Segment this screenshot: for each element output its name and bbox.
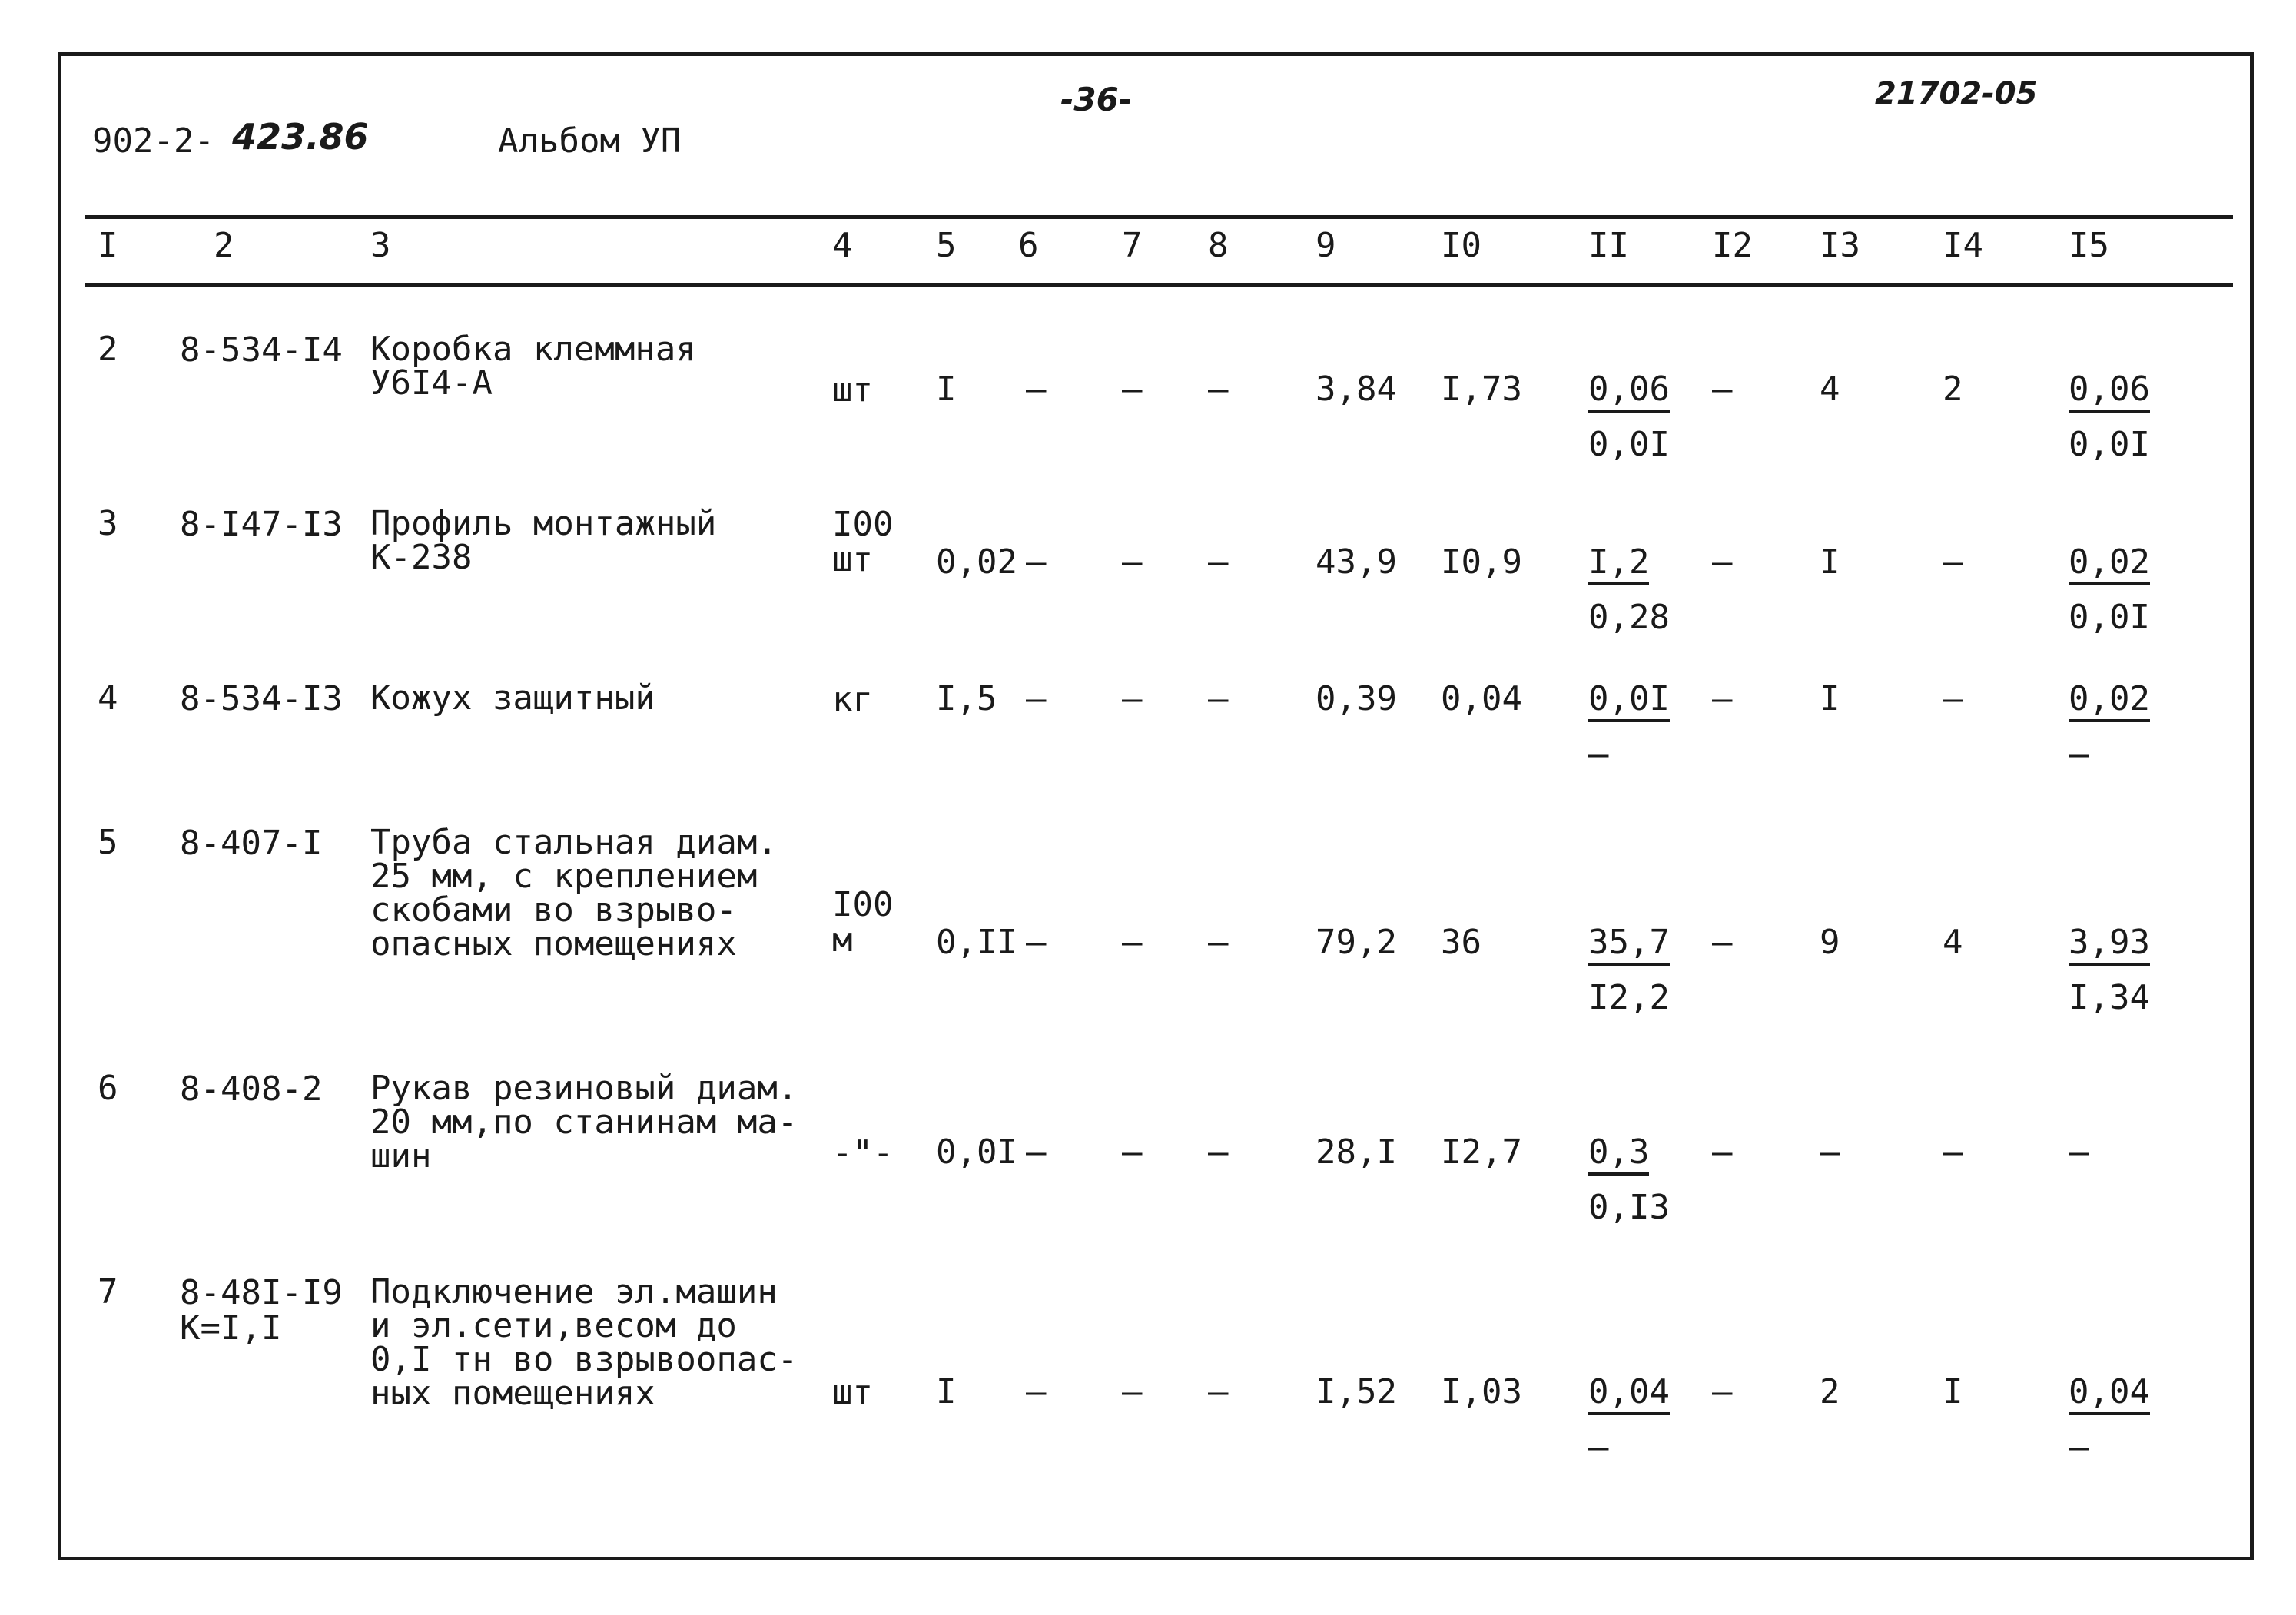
- col14-value: –: [1943, 679, 1963, 718]
- column-header-2: 2: [214, 226, 234, 265]
- column-header-10: I0: [1441, 226, 1481, 265]
- col9-value: 79,2: [1316, 923, 1397, 962]
- col14-value: 2: [1943, 370, 1963, 409]
- col9-value: I,52: [1316, 1372, 1397, 1411]
- col11-numerator: 0,3: [1588, 1136, 1649, 1176]
- column-header-12: I2: [1712, 226, 1753, 265]
- col12-value: –: [1712, 679, 1733, 718]
- col6-value: –: [1026, 923, 1047, 962]
- column-header-3: 3: [370, 226, 391, 265]
- unit-of-measure: [832, 682, 873, 718]
- row-number: 2: [98, 330, 118, 369]
- col12-value: –: [1712, 370, 1733, 409]
- col10-value: I,73: [1441, 370, 1522, 409]
- col7-value: –: [1122, 542, 1143, 582]
- unit-line: шт: [832, 1373, 873, 1412]
- description-line: и эл.сети,весом до: [370, 1306, 737, 1345]
- col15-numerator: 0,02: [2069, 682, 2150, 722]
- col11-fraction: [1588, 679, 1670, 774]
- description-line: К-238: [370, 538, 473, 577]
- col15-fraction: [2069, 1132, 2089, 1172]
- col11-denominator: 0,0I: [1588, 425, 1670, 464]
- item-code: [180, 507, 343, 542]
- col15-denominator: –: [2069, 735, 2089, 774]
- col11-fraction: [1588, 1132, 1670, 1227]
- item-code-line: 8-534-I3: [180, 679, 343, 718]
- item-code: [180, 1069, 323, 1109]
- col13-value: 2: [1820, 1372, 1840, 1411]
- description-line: 0,I тн во взрывоопас-: [370, 1340, 798, 1379]
- col15-fraction: [2069, 370, 2150, 464]
- column-header-8: 8: [1208, 226, 1229, 265]
- description-line: Труба стальная диам.: [370, 823, 778, 862]
- item-description: [370, 823, 778, 963]
- col6-value: –: [1026, 542, 1047, 582]
- description-line: Профиль монтажный: [370, 504, 717, 543]
- col8-value: –: [1208, 923, 1229, 962]
- description-line: шин: [370, 1136, 432, 1176]
- archive-number: 21702-05: [1875, 76, 2038, 111]
- unit-of-measure: [832, 370, 873, 410]
- unit-line: -"-: [832, 1133, 894, 1172]
- col8-value: –: [1208, 1132, 1229, 1172]
- col12-value: –: [1712, 923, 1733, 962]
- col7-value: –: [1122, 923, 1143, 962]
- col11-fraction: [1588, 542, 1670, 637]
- col9-value: 28,I: [1316, 1132, 1397, 1172]
- col15-denominator: I,34: [2069, 978, 2150, 1017]
- item-description: [370, 1272, 798, 1413]
- unit-line: шт: [832, 540, 873, 579]
- item-code-line: 8-I47-I3: [180, 505, 343, 544]
- item-description: [370, 504, 717, 577]
- unit-line: I00: [832, 505, 894, 544]
- col11-numerator: 0,0I: [1588, 682, 1670, 722]
- col12-value: –: [1712, 1372, 1733, 1411]
- doc-code-prefix: 902-2-: [92, 121, 214, 161]
- quantity: 0,II: [936, 923, 1017, 962]
- item-code: [180, 1275, 343, 1346]
- col10-value: 0,04: [1441, 679, 1522, 718]
- column-header-1: I: [98, 226, 118, 265]
- col14-value: 4: [1943, 923, 1963, 962]
- description-line: Коробка клеммная: [370, 330, 696, 369]
- header-top-rule: [85, 215, 2233, 219]
- col7-value: –: [1122, 679, 1143, 718]
- item-code: [180, 330, 343, 370]
- col11-denominator: 0,I3: [1588, 1188, 1670, 1227]
- description-line: опасных помещениях: [370, 924, 737, 963]
- col11-denominator: –: [1588, 735, 1609, 774]
- col11-numerator: 0,06: [1588, 373, 1670, 413]
- quantity: 0,02: [936, 542, 1017, 582]
- col15-fraction: [2069, 542, 2150, 637]
- quantity: I: [936, 370, 957, 409]
- item-code-line: 8-408-2: [180, 1069, 323, 1109]
- item-description: [370, 1069, 798, 1176]
- col11-fraction: [1588, 370, 1670, 464]
- unit-line: кг: [832, 680, 873, 719]
- col14-value: –: [1943, 542, 1963, 582]
- description-line: скобами во взрыво-: [370, 890, 737, 930]
- col15-numerator: 0,06: [2069, 373, 2150, 413]
- col12-value: –: [1712, 1132, 1733, 1172]
- row-number: 6: [98, 1069, 118, 1108]
- item-code-line: 8-48I-I9: [180, 1273, 343, 1312]
- quantity: I,5: [936, 679, 997, 718]
- description-line: ных помещениях: [370, 1374, 655, 1413]
- unit-of-measure: [832, 887, 893, 958]
- unit-line: I00: [832, 885, 894, 924]
- column-header-13: I3: [1820, 226, 1860, 265]
- col11-fraction: [1588, 1372, 1670, 1467]
- doc-code-handwritten: 423.86: [232, 116, 369, 158]
- column-header-7: 7: [1122, 226, 1143, 265]
- col6-value: –: [1026, 370, 1047, 409]
- column-header-9: 9: [1316, 226, 1336, 265]
- item-code-line: 8-534-I4: [180, 330, 343, 370]
- col7-value: –: [1122, 370, 1143, 409]
- row-number: 3: [98, 504, 118, 543]
- col9-value: 0,39: [1316, 679, 1397, 718]
- unit-of-measure: [832, 1133, 894, 1172]
- col11-denominator: –: [1588, 1428, 1609, 1467]
- col8-value: –: [1208, 542, 1229, 582]
- column-header-4: 4: [832, 226, 853, 265]
- description-line: Кожух защитный: [370, 678, 655, 718]
- unit-line: м: [832, 920, 853, 960]
- description-line: Подключение эл.машин: [370, 1272, 778, 1312]
- col13-value: 9: [1820, 923, 1840, 962]
- col10-value: I2,7: [1441, 1132, 1522, 1172]
- col11-numerator: 0,04: [1588, 1375, 1670, 1415]
- col12-value: –: [1712, 542, 1733, 582]
- col15-denominator: 0,0I: [2069, 425, 2150, 464]
- col13-value: 4: [1820, 370, 1840, 409]
- column-header-15: I5: [2069, 226, 2109, 265]
- col13-value: I: [1820, 542, 1840, 582]
- column-header-14: I4: [1943, 226, 1983, 265]
- column-header-6: 6: [1018, 226, 1039, 265]
- col11-denominator: I2,2: [1588, 978, 1670, 1017]
- unit-of-measure: [832, 507, 893, 578]
- col6-value: –: [1026, 1132, 1047, 1172]
- row-number: 4: [98, 678, 118, 718]
- col10-value: I0,9: [1441, 542, 1522, 582]
- col6-value: –: [1026, 679, 1047, 718]
- col9-value: 43,9: [1316, 542, 1397, 582]
- row-number: 7: [98, 1272, 118, 1312]
- col15-fraction: [2069, 1372, 2150, 1467]
- column-header-11: II: [1588, 226, 1629, 265]
- column-header-5: 5: [936, 226, 957, 265]
- col15-fraction: [2069, 679, 2150, 774]
- col7-value: –: [1122, 1372, 1143, 1411]
- item-code: [180, 826, 322, 861]
- col13-value: –: [1820, 1132, 1840, 1172]
- quantity: I: [936, 1372, 957, 1411]
- col15-fraction: [2069, 923, 2150, 1017]
- item-description: [370, 330, 696, 403]
- col6-value: –: [1026, 1372, 1047, 1411]
- item-description: [370, 678, 655, 718]
- row-number: 5: [98, 823, 118, 862]
- col11-fraction: [1588, 923, 1670, 1017]
- description-line: У6I4-А: [370, 363, 493, 403]
- col15-numerator: 0,02: [2069, 546, 2150, 585]
- album-label: Альбом УП: [498, 121, 682, 161]
- col8-value: –: [1208, 679, 1229, 718]
- col15-denominator: 0,0I: [2069, 598, 2150, 637]
- col14-value: –: [1943, 1132, 1963, 1172]
- col15-numerator: 0,04: [2069, 1375, 2150, 1415]
- quantity: 0,0I: [936, 1132, 1017, 1172]
- col8-value: –: [1208, 1372, 1229, 1411]
- description-line: 20 мм,по станинам ма-: [370, 1103, 798, 1142]
- col8-value: –: [1208, 370, 1229, 409]
- unit-line: шт: [832, 370, 873, 410]
- description-line: 25 мм, с креплением: [370, 857, 758, 896]
- page-number: -36-: [1060, 81, 1133, 118]
- header-bottom-rule: [85, 283, 2233, 287]
- description-line: Рукав резиновый диам.: [370, 1069, 798, 1108]
- unit-of-measure: [832, 1375, 873, 1411]
- col11-numerator: 35,7: [1588, 926, 1670, 966]
- col15-numerator: 3,93: [2069, 926, 2150, 966]
- col10-value: I,03: [1441, 1372, 1522, 1411]
- col15-numerator: –: [2069, 1132, 2089, 1172]
- col11-denominator: 0,28: [1588, 598, 1670, 637]
- item-code: [180, 681, 343, 717]
- col14-value: I: [1943, 1372, 1963, 1411]
- col10-value: 36: [1441, 923, 1481, 962]
- col11-numerator: I,2: [1588, 546, 1649, 585]
- col15-denominator: –: [2069, 1428, 2089, 1467]
- item-code-line: 8-407-I: [180, 824, 323, 863]
- col9-value: 3,84: [1316, 370, 1397, 409]
- col7-value: –: [1122, 1132, 1143, 1172]
- col13-value: I: [1820, 679, 1840, 718]
- item-code-line: К=I,I: [180, 1308, 282, 1348]
